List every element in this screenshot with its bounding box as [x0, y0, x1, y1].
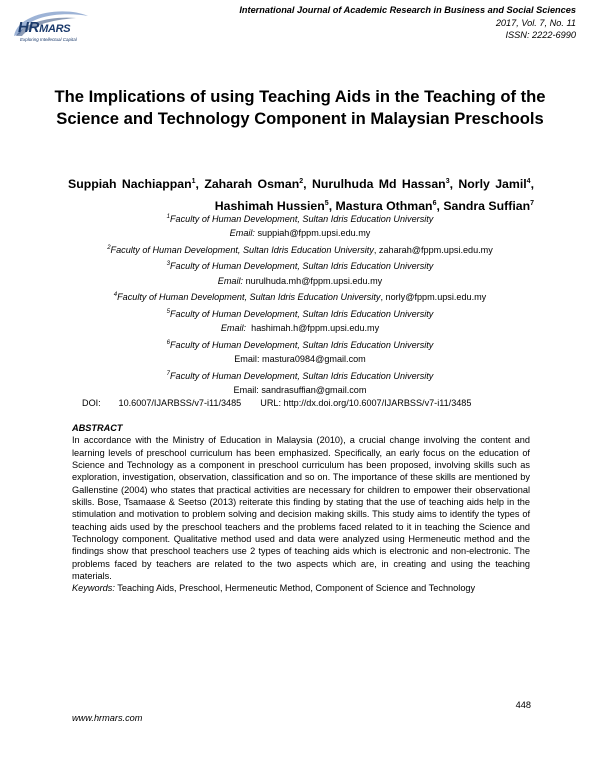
author-name: Nurulhuda Md Hassan [311, 177, 446, 192]
email-line: Email: nurulhuda.mh@fppm.upsi.edu.my [217, 275, 383, 286]
affiliation-line: $^2$Faculty of Human Development, Sultan Idris Education University, zaharah@fppm.upsi.edu.my [107, 244, 493, 255]
affiliation-list [0, 210, 600, 398]
journal-issn: ISSN: 2222-6990 [505, 30, 576, 40]
email-line: Email: mastura0984@gmail.com [234, 354, 366, 365]
author-name: Mastura Othman [335, 199, 433, 214]
affiliation-line: $^5$Faculty of Human Development, Sultan Idris Education University [166, 308, 434, 319]
affiliation-line: $^4$Faculty of Human Development, Sultan Idris Education University, norly@fppm.upsi.edu.my [113, 292, 487, 303]
url-label: URL: [260, 398, 281, 408]
keywords-list: Teaching Aids, Preschool, Hermeneutic Method, Component of Science and Technology [114, 583, 476, 594]
author-name: Sandra Suffian [443, 199, 531, 214]
keywords-label: Keywords: [72, 583, 115, 594]
author-name: Norly Jamil [458, 177, 527, 192]
hrmars-logo [6, 6, 92, 46]
author-affiliation-marker: 4 [526, 178, 531, 185]
author-affiliation-marker: 2 [299, 178, 304, 185]
author-affiliation-marker: 5 [324, 200, 329, 208]
logo-wordmark: HRMARS [18, 19, 71, 36]
doi-url-link[interactable]: http://dx.doi.org/10.6007/IJARBSS/v7-i11/3485 [283, 398, 472, 408]
journal-header [239, 4, 576, 42]
author-affiliation-marker: 6 [432, 200, 437, 208]
email-line: Email: hashimah.h@fppm.upsi.edu.my [220, 323, 380, 334]
email-address: , zaharah@fppm.upsi.edu.my [373, 244, 493, 255]
author-name: Suppiah Nachiappan [68, 177, 192, 192]
footer-url[interactable]: www.hrmars.com [72, 713, 143, 723]
paper-title: The Implications of using Teaching Aids in the Teaching of the Science and Technology Component in Malaysian Preschools [54, 87, 546, 128]
page-number: 448 [515, 700, 531, 710]
affiliation-line: $^6$Faculty of Human Development, Sultan Idris Education University [166, 339, 434, 350]
journal-volume: 2017, Vol. 7, No. 11 [495, 17, 576, 28]
doi-line [82, 398, 471, 408]
author-name: Hashimah Hussien [214, 199, 325, 214]
doi-label: DOI: [82, 398, 101, 408]
logo-tagline: Exploring Intellectual Capital [20, 37, 77, 42]
abstract-section [72, 422, 530, 595]
doi-value: 10.6007/IJARBSS/v7-i11/3485 [118, 398, 242, 408]
email-address: suppiah@fppm.upsi.edu.my [257, 228, 371, 239]
affiliation-line: $^7$Faculty of Human Development, Sultan Idris Education University [166, 370, 434, 381]
author-affiliation-marker: 1 [191, 178, 196, 185]
author-affiliation-marker: 7 [530, 200, 534, 208]
email-address: nurulhuda.mh@fppm.upsi.edu.my [245, 275, 383, 286]
affiliation-line: $^3$Faculty of Human Development, Sultan Idris Education University [166, 261, 434, 272]
abstract-body: In accordance with the Ministry of Education in Malaysia (2010), a crucial change involving the content and learning levels of preschool curriculum has been emphasized. Specifically, an early focus on the education of Science and Technology as a component in preschool curriculum has been proposed, involving skills such as exploration, investigation, observation, classification and so on. The importance of these skills are mentioned by Gallenstine (2004) who states that practical activities are necessary for children to empower their observational skills. Bose, Tsamaase & Seetso (2013) reiterate this finding by stating that the use of teaching aids help in the stimulation and motivation to problem solving and decision making skills. This study aims to identify the types of teaching aids used by the preschool teachers and the problems faced related to it in teaching the Science and Technology component. Qualitative method used and data were analyzed using Hermeneutic method and the findings show that preschool teachers use 2 types of teaching aids which is electronic and non-electronic. The problems faced by teachers are related to the two aspects which are, in creating and using the teaching materials. Keywords: Teaching Aids, Preschool, Hermeneutic Method, Component of Science and Technology [72, 435, 530, 594]
email-address: hashimah.h@fppm.upsi.edu.my [251, 323, 380, 334]
email-line: Email: sandrasuffian@gmail.com [233, 385, 367, 396]
journal-name: International Journal of Academic Research in Business and Social Sciences [239, 5, 576, 15]
affiliation-line: $^1$Faculty of Human Development, Sultan Idris Education University [166, 214, 434, 225]
author-list: Suppiah Nachiappan$^1$, Zaharah Osman$^2$, Nurulhuda Md Hassan$^3$, Norly Jamil$^4$, Hashimah Hussien$^5$, Mastura Othman$^6$, Sandra Suffian$^7$ [68, 177, 534, 214]
email-line: Email: suppiah@fppm.upsi.edu.my [229, 228, 371, 239]
author-affiliation-marker: 3 [445, 178, 450, 185]
email-address: , norly@fppm.upsi.edu.my [380, 292, 487, 303]
abstract-heading: ABSTRACT [72, 423, 123, 433]
author-name: Zaharah Osman [204, 177, 300, 192]
